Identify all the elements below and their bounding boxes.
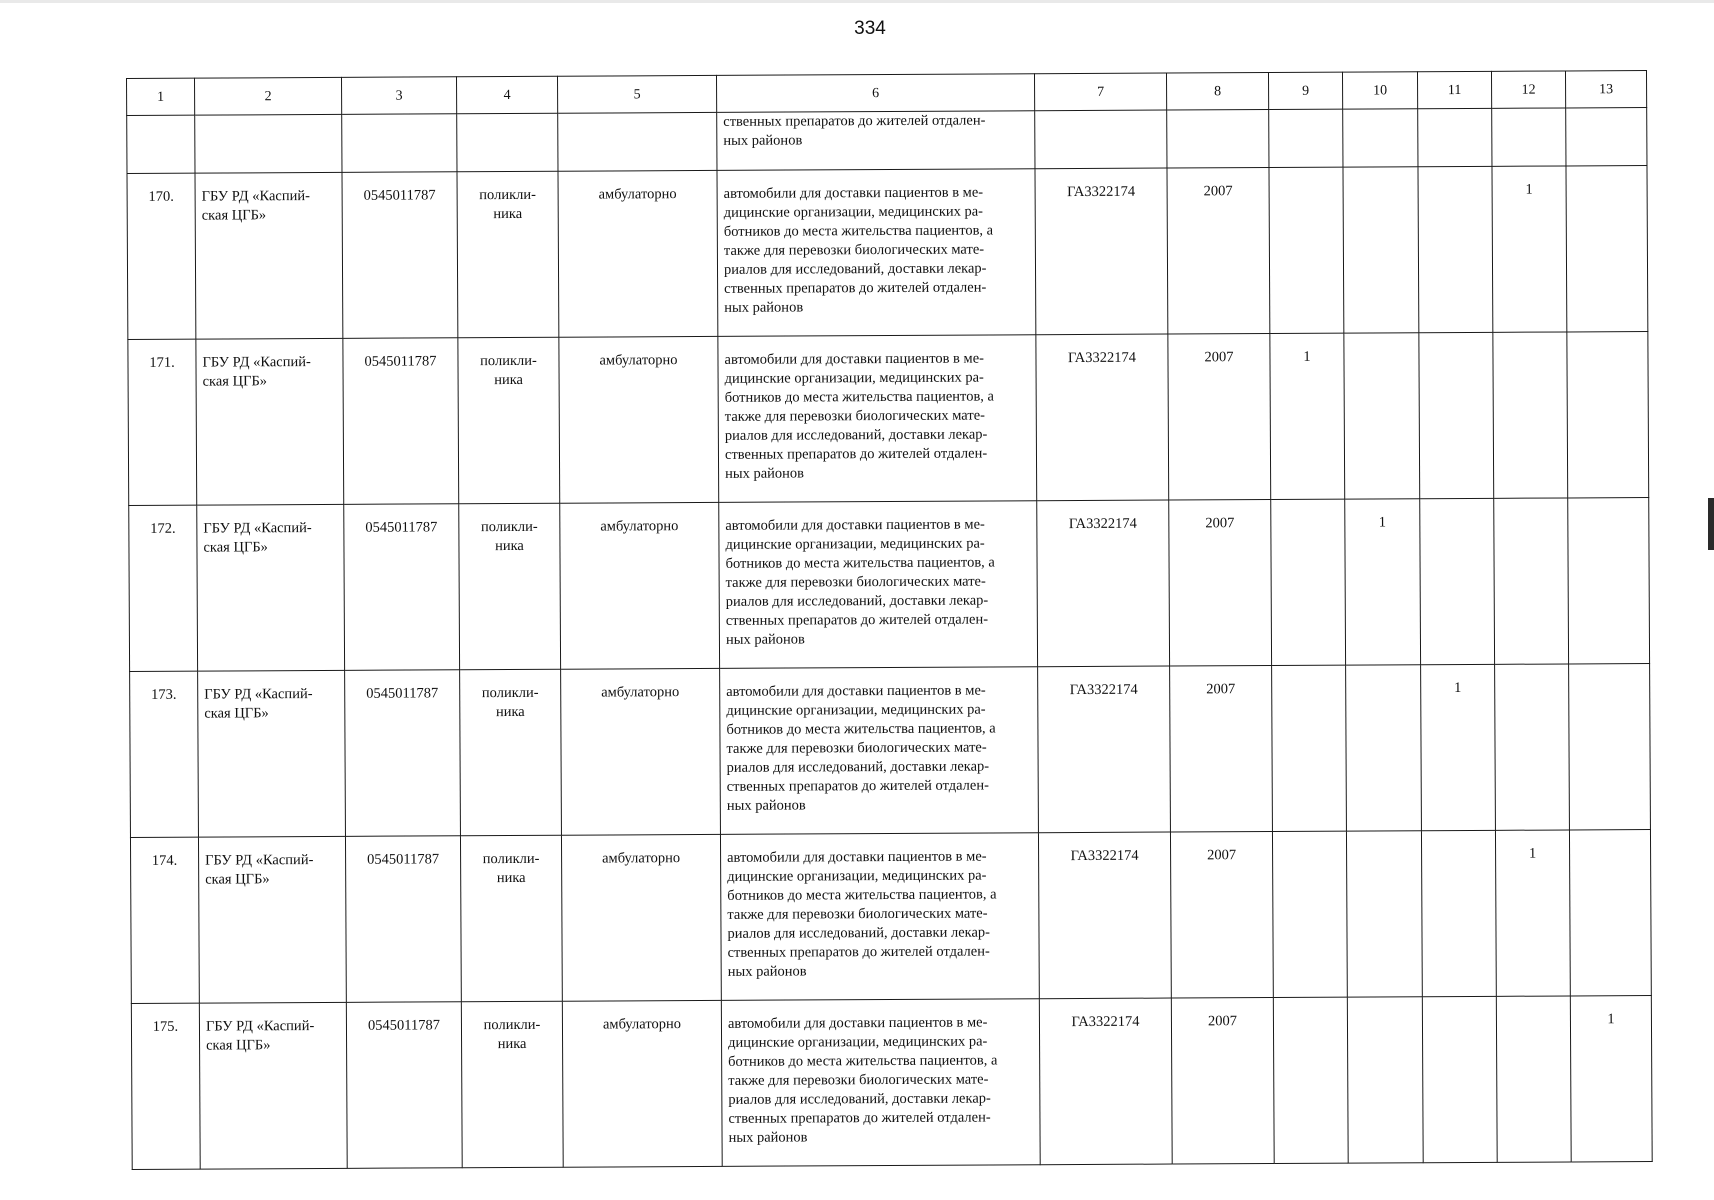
unit-type: поликли- ника xyxy=(460,669,562,836)
manufacture-year: 2007 xyxy=(1170,666,1273,833)
care-mode: амбулаторно xyxy=(558,170,718,337)
inn-code: 0545011787 xyxy=(343,338,459,505)
organization-name: ГБУ РД «Каспий- ская ЦГБ» xyxy=(198,670,346,837)
vehicle-model: ГА3322174 xyxy=(1038,666,1171,833)
column-12-mark xyxy=(1496,996,1571,1162)
organization-name: ГБУ РД «Каспий- ская ЦГБ» xyxy=(198,836,346,1003)
empty-cell xyxy=(457,113,558,172)
column-12-mark: 1 xyxy=(1495,830,1570,996)
empty-cell xyxy=(1035,110,1167,169)
inn-code: 0545011787 xyxy=(346,1002,462,1169)
column-13-mark xyxy=(1569,664,1651,830)
manufacture-year: 2007 xyxy=(1167,168,1270,335)
column-9-mark xyxy=(1272,831,1347,997)
vehicle-register-table xyxy=(126,70,1653,1170)
inn-code: 0545011787 xyxy=(342,172,458,339)
column-13-mark: 1 xyxy=(1570,996,1652,1162)
organization-name: ГБУ РД «Каспий- ская ЦГБ» xyxy=(195,172,343,339)
column-12-mark xyxy=(1495,664,1570,830)
unit-type: поликли- ника xyxy=(458,337,560,504)
row-number: 174. xyxy=(130,837,199,1003)
row-number: 173. xyxy=(130,671,199,837)
column-9-mark xyxy=(1273,997,1348,1163)
care-mode: амбулаторно xyxy=(562,1000,722,1167)
empty-cell xyxy=(342,114,457,173)
column-header-1: 1 xyxy=(127,78,195,115)
column-header-13: 13 xyxy=(1565,71,1646,108)
column-header-9: 9 xyxy=(1268,72,1342,109)
vehicle-purpose-description: автомобили для доставки пациентов в ме- дицинские организации, медицинских ра- ботников до места жительства пациентов, а также для перевозки биологических мате- риалов для исследований, доставки лекар- ственных препаратов до жителей отдален- ных районов xyxy=(719,501,1038,669)
table-row xyxy=(131,996,1652,1170)
unit-type: поликли- ника xyxy=(461,1001,563,1168)
column-11-mark xyxy=(1420,498,1495,664)
column-header-4: 4 xyxy=(456,76,557,114)
unit-type: поликли- ника xyxy=(460,835,562,1002)
vehicle-model: ГА3322174 xyxy=(1039,998,1172,1165)
row-number: 170. xyxy=(127,173,196,339)
column-header-11: 11 xyxy=(1417,71,1491,108)
column-12-mark xyxy=(1494,498,1569,664)
manufacture-year: 2007 xyxy=(1170,832,1273,999)
empty-cell xyxy=(1566,108,1647,166)
column-11-mark xyxy=(1422,996,1497,1162)
vehicle-purpose-description: автомобили для доставки пациентов в ме- дицинские организации, медицинских ра- ботников до места жительства пациентов, а также для перевозки биологических мате- риалов для исследований, доставки лекар- ственных препаратов до жителей отдален- ных районов xyxy=(717,169,1036,337)
table-row xyxy=(127,166,1648,340)
column-12-mark xyxy=(1493,332,1568,498)
column-9-mark xyxy=(1269,167,1344,333)
column-10-mark xyxy=(1347,997,1423,1163)
empty-cell xyxy=(1492,108,1566,166)
column-10-mark xyxy=(1344,333,1420,499)
vehicle-model: ГА3322174 xyxy=(1038,832,1171,999)
vehicle-model: ГА3322174 xyxy=(1037,500,1170,667)
manufacture-year: 2007 xyxy=(1169,500,1272,667)
manufacture-year: 2007 xyxy=(1168,334,1271,501)
empty-cell xyxy=(1418,108,1492,166)
empty-cell xyxy=(127,115,195,173)
inn-code: 0545011787 xyxy=(345,836,461,1003)
unit-type: поликли- ника xyxy=(457,171,559,338)
column-header-5: 5 xyxy=(557,75,716,113)
table-rows xyxy=(127,166,1652,1170)
column-11-mark xyxy=(1419,332,1494,498)
inn-code: 0545011787 xyxy=(344,504,460,671)
column-header-8: 8 xyxy=(1166,73,1268,111)
column-header-10: 10 xyxy=(1342,72,1417,109)
table-row xyxy=(130,664,1651,838)
vehicle-model: ГА3322174 xyxy=(1035,168,1168,335)
column-header-3: 3 xyxy=(341,77,456,115)
column-header-7: 7 xyxy=(1034,73,1166,111)
vehicle-model: ГА3322174 xyxy=(1036,334,1169,501)
row-number: 171. xyxy=(128,339,197,505)
column-9-mark: 1 xyxy=(1270,333,1345,499)
empty-cell xyxy=(195,114,342,173)
care-mode: амбулаторно xyxy=(559,336,719,503)
manufacture-year: 2007 xyxy=(1171,998,1274,1165)
care-mode: амбулаторно xyxy=(561,834,721,1001)
vehicle-purpose-description: автомобили для доставки пациентов в ме- дицинские организации, медицинских ра- ботников до места жительства пациентов, а также для перевозки биологических мате- риалов для исследований, доставки лекар- ственных препаратов до жителей отдален- ных районов xyxy=(720,667,1039,835)
column-11-mark xyxy=(1421,830,1496,996)
table-row xyxy=(128,332,1649,506)
column-10-mark xyxy=(1346,665,1422,831)
vehicle-purpose-description: автомобили для доставки пациентов в ме- дицинские организации, медицинских ра- ботников до места жительства пациентов, а также для перевозки биологических мате- риалов для исследований, доставки лекар- ственных препаратов до жителей отдален- ных районов xyxy=(718,335,1037,503)
column-header-2: 2 xyxy=(195,77,342,115)
column-header-12: 12 xyxy=(1491,71,1565,108)
organization-name: ГБУ РД «Каспий- ская ЦГБ» xyxy=(199,1002,347,1169)
empty-cell xyxy=(1343,109,1418,167)
column-10-mark xyxy=(1343,167,1419,333)
column-13-mark xyxy=(1568,498,1650,664)
organization-name: ГБУ РД «Каспий- ская ЦГБ» xyxy=(196,338,344,505)
document-sheet xyxy=(126,70,1651,1146)
page-number: 334 xyxy=(854,18,886,39)
column-11-mark xyxy=(1418,166,1493,332)
inn-code: 0545011787 xyxy=(345,670,461,837)
unit-type: поликли- ника xyxy=(459,503,561,670)
scan-top-edge xyxy=(0,0,1714,3)
continuation-description: ственных препаратов до жителей отдален- ных районов xyxy=(717,111,1035,171)
column-13-mark xyxy=(1566,166,1648,332)
column-13-mark xyxy=(1569,830,1651,996)
care-mode: амбулаторно xyxy=(560,502,720,669)
empty-cell xyxy=(558,112,717,171)
continuation-row xyxy=(127,108,1647,174)
vehicle-purpose-description: автомобили для доставки пациентов в ме- дицинские организации, медицинских ра- ботников до места жительства пациентов, а также для перевозки биологических мате- риалов для исследований, доставки лекар- ственных препаратов до жителей отдален- ных районов xyxy=(721,999,1040,1167)
vehicle-purpose-description: автомобили для доставки пациентов в ме- дицинские организации, медицинских ра- ботников до места жительства пациентов, а также для перевозки биологических мате- риалов для исследований, доставки лекар- ственных препаратов до жителей отдален- ных районов xyxy=(720,833,1039,1001)
column-11-mark: 1 xyxy=(1421,664,1496,830)
column-10-mark: 1 xyxy=(1345,499,1421,665)
column-13-mark xyxy=(1567,332,1649,498)
table-row xyxy=(130,830,1651,1004)
column-9-mark xyxy=(1272,665,1347,831)
table-row xyxy=(129,498,1650,672)
care-mode: амбулаторно xyxy=(561,668,721,835)
column-12-mark: 1 xyxy=(1492,166,1567,332)
column-9-mark xyxy=(1271,499,1346,665)
column-10-mark xyxy=(1346,831,1422,997)
empty-cell xyxy=(1167,110,1269,169)
organization-name: ГБУ РД «Каспий- ская ЦГБ» xyxy=(197,504,345,671)
scan-edge-mark xyxy=(1708,498,1714,550)
column-header-6: 6 xyxy=(716,74,1034,113)
row-number: 172. xyxy=(129,505,198,671)
empty-cell xyxy=(1269,109,1343,167)
row-number: 175. xyxy=(131,1003,200,1169)
